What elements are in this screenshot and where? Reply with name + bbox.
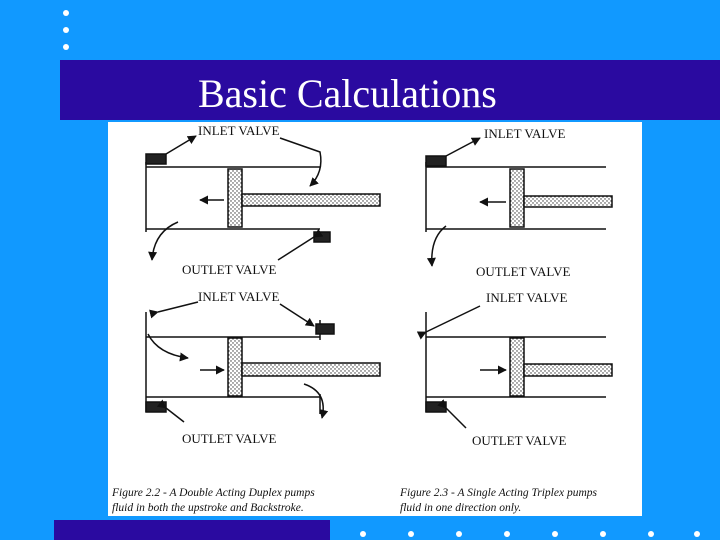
pump-diagrams [108,122,642,516]
bullet-dot [552,531,558,537]
bullet-dot [648,531,654,537]
diagram-triplex-top [426,138,612,266]
bullet-dot [63,44,69,50]
figure-2-2-caption-line2: fluid in both the upstroke and Backstroke. [112,502,304,514]
bottom-bar [54,520,330,540]
bullet-dot [504,531,510,537]
figure-2-2-caption-line1: Figure 2.2 - A Double Acting Duplex pumps [112,487,315,499]
slide-title: Basic Calculations [198,71,497,116]
diagram-duplex-bottom [146,302,380,422]
bullet-dot [63,27,69,33]
figure-2-3-caption-line1: Figure 2.3 - A Single Acting Triplex pumps [400,487,597,499]
inlet-label: INLET VALVE [198,289,280,304]
bullet-dot [694,531,700,537]
outlet-label: OUTLET VALVE [472,433,567,448]
outlet-label: OUTLET VALVE [182,431,277,446]
outlet-label: OUTLET VALVE [182,262,277,277]
bullet-dot [360,531,366,537]
diagram-triplex-bottom [426,306,612,428]
bullet-dot [63,10,69,16]
outlet-label: OUTLET VALVE [476,264,571,279]
bullet-dot [600,531,606,537]
pump-figure [108,122,642,516]
inlet-label: INLET VALVE [486,290,568,305]
bullet-dot [408,531,414,537]
diagram-duplex-top [146,136,380,260]
inlet-label: INLET VALVE [198,123,280,138]
inlet-label: INLET VALVE [484,126,566,141]
figure-2-3-caption-line2: fluid in one direction only. [400,502,522,514]
bullet-dot [456,531,462,537]
